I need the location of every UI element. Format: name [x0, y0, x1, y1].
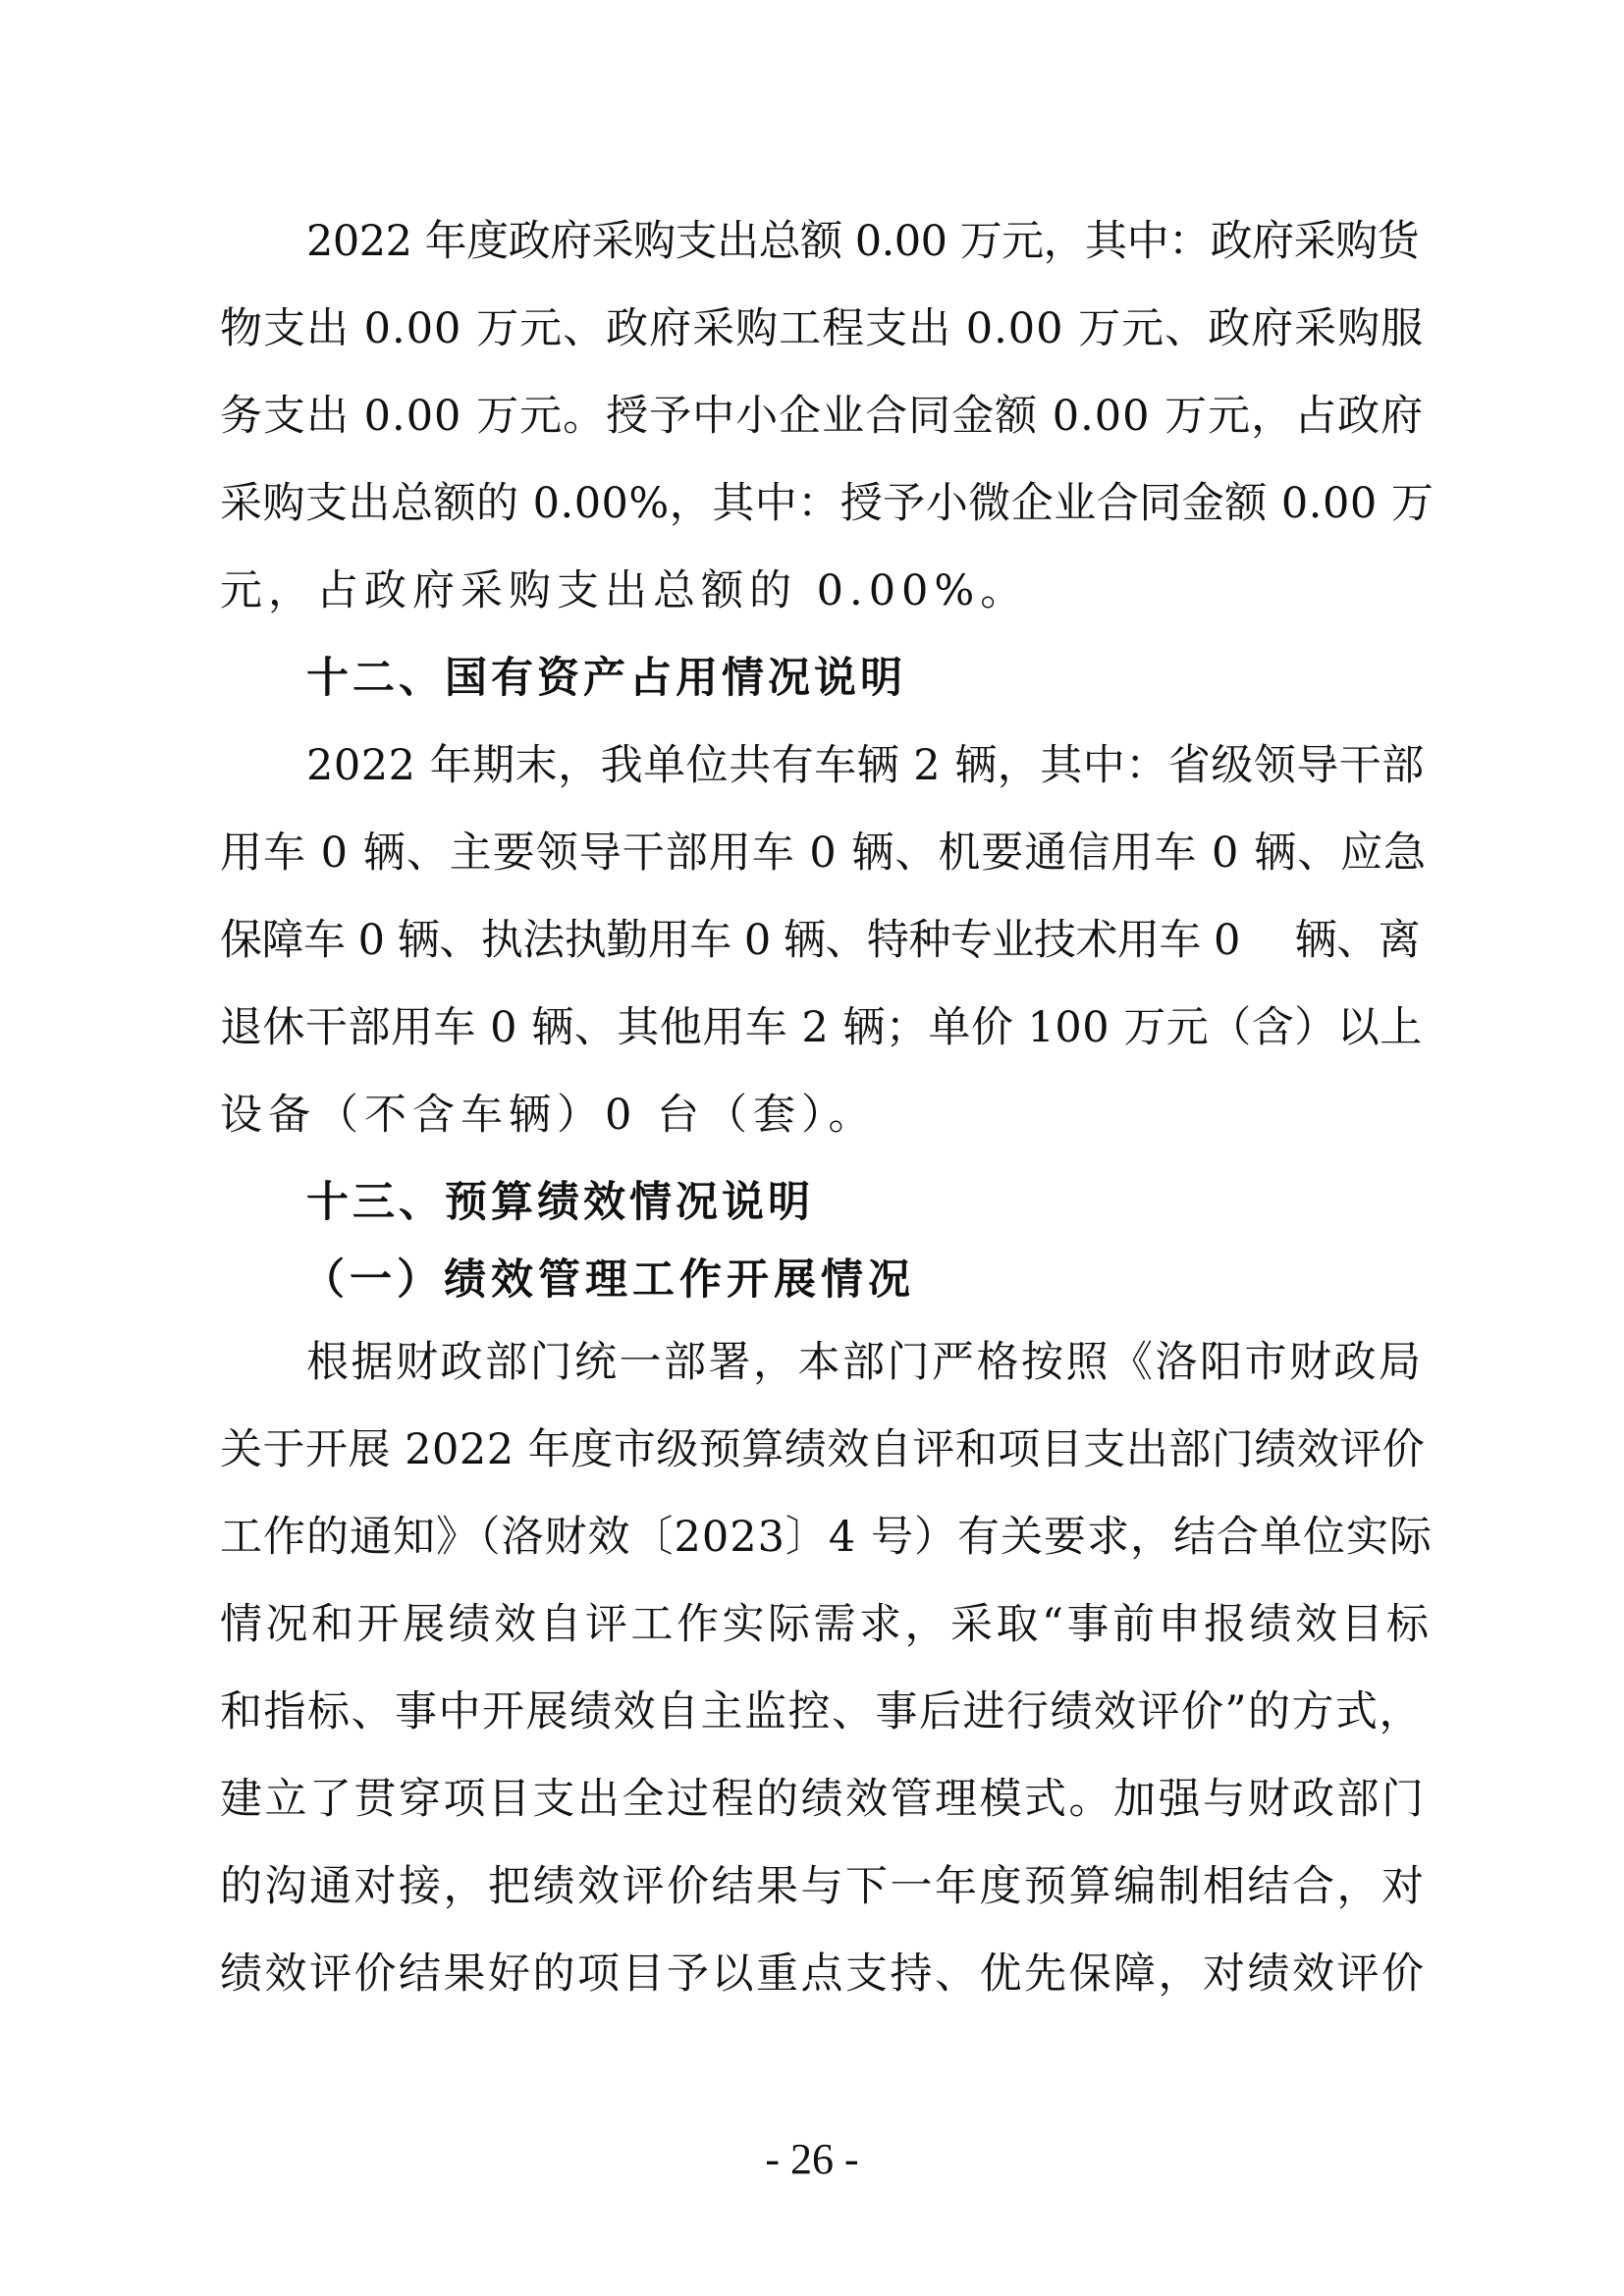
- page-number: - 26 -: [765, 2135, 859, 2183]
- performance-line-4: 情况和开展绩效自评工作实际需求，采取“事前申报绩效目标: [220, 1600, 1433, 1649]
- assets-line-5: 设备（不含车辆）0 台（套）。: [220, 1091, 877, 1140]
- procurement-line-1: 2022 年度政府采购支出总额 0.00 万元，其中：政府采购货: [306, 217, 1420, 266]
- procurement-line-2: 物支出 0.00 万元、政府采购工程支出 0.00 万元、政府采购服: [220, 304, 1425, 353]
- performance-line-5: 和指标、事中开展绩效自主监控、事后进行绩效评价”的方式，: [220, 1687, 1423, 1736]
- performance-line-8: 绩效评价结果好的项目予以重点支持、优先保障，对绩效评价: [220, 1949, 1427, 1999]
- performance-line-2: 关于开展 2022 年度市级预算绩效自评和项目支出部门绩效评价: [220, 1425, 1426, 1474]
- assets-line-4: 退休干部用车 0 辆、其他用车 2 辆；单价 100 万元（含）以上: [220, 1003, 1423, 1052]
- assets-line-1: 2022 年期末，我单位共有车辆 2 辆，其中：省级领导干部: [306, 741, 1425, 790]
- procurement-line-4: 采购支出总额的 0.00%，其中：授予小微企业合同金额 0.00 万: [220, 479, 1435, 528]
- subsection-1-heading: （一）绩效管理工作开展情况: [302, 1255, 915, 1305]
- section-13-heading: 十三、预算绩效情况说明: [306, 1178, 814, 1227]
- assets-line-2: 用车 0 辆、主要领导干部用车 0 辆、机要通信用车 0 辆、应急: [220, 828, 1428, 878]
- procurement-line-3: 务支出 0.00 万元。授予中小企业合同金额 0.00 万元，占政府: [220, 392, 1425, 441]
- performance-line-3: 工作的通知》（洛财效〔2023〕4 号）有关要求，结合单位实际: [220, 1513, 1433, 1562]
- assets-line-3: 保障车 0 辆、执法执勤用车 0 辆、特种专业技术用车 0 辆、离: [220, 916, 1421, 965]
- performance-line-6: 建立了贯穿项目支出全过程的绩效管理模式。加强与财政部门: [220, 1775, 1427, 1824]
- performance-line-7: 的沟通对接，把绩效评价结果与下一年度预算编制相结合，对: [220, 1862, 1427, 1911]
- section-12-heading: 十二、国有资产占用情况说明: [306, 654, 906, 703]
- performance-line-1: 根据财政部门统一部署，本部门严格按照《洛阳市财政局: [306, 1338, 1424, 1387]
- procurement-line-5: 元，占政府采购支出总额的 0.00%。: [220, 566, 1029, 615]
